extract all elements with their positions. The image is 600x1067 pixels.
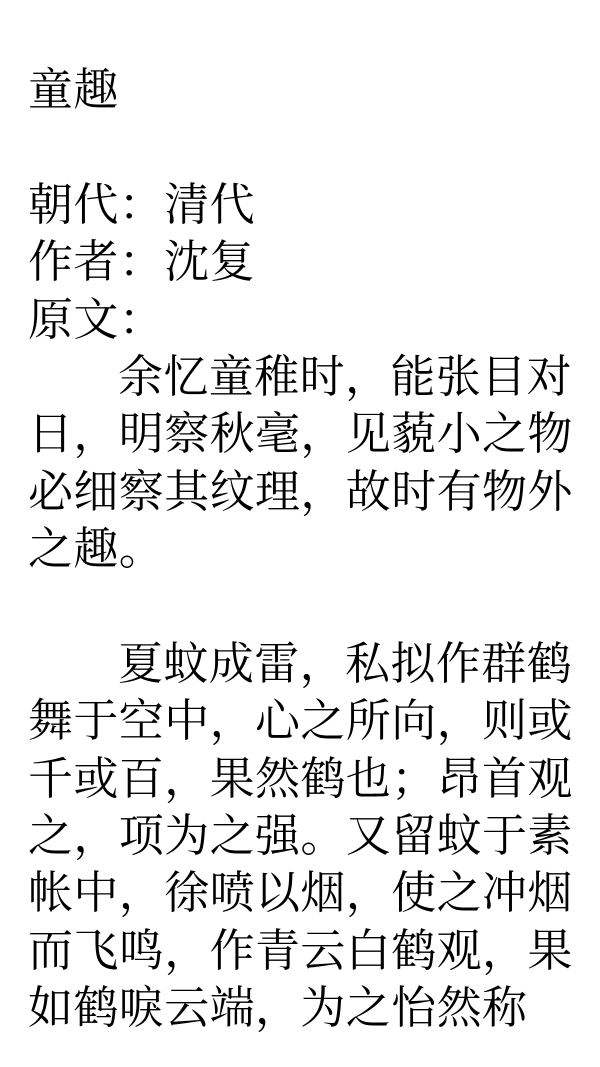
paragraph-line: 之趣。 [28,524,165,575]
document-title: 童趣 [28,65,119,115]
paragraph-line: 如鹤唳云端，为之怡然称 [28,983,528,1034]
blank-line [28,579,578,636]
meta-line-author [28,234,578,291]
paragraph-line: 千或百，果然鹤也；昂首观 [28,753,573,804]
dynasty-value: 清代 [164,179,256,230]
paragraph-line: 舞于空中，心之所向，则或 [28,696,573,747]
paragraph-line: 而飞鸣，作青云白鹤观，果 [28,925,573,976]
meta-line-original-text [28,292,578,349]
blank-line [28,119,578,176]
paragraph-line: 夏蚊成雷，私拟作群鹤 [118,638,573,689]
paragraph-line: 日，明察秋毫，见藐小之物 [28,409,573,460]
author-value: 沈复 [164,237,256,288]
paragraph-line: 帐中，徐喷以烟，使之冲烟 [28,868,573,919]
dynasty-label: 朝代： [28,179,165,230]
meta-line-dynasty [28,177,578,234]
original-text-label: 原文： [28,294,165,345]
paragraph-line: 之，项为之强。又留蚊于素 [28,811,573,862]
paragraph-line: 余忆童稚时，能张目对 [118,351,573,402]
author-label: 作者： [28,237,165,288]
paragraph-line: 必细察其纹理，故时有物外 [28,466,573,517]
